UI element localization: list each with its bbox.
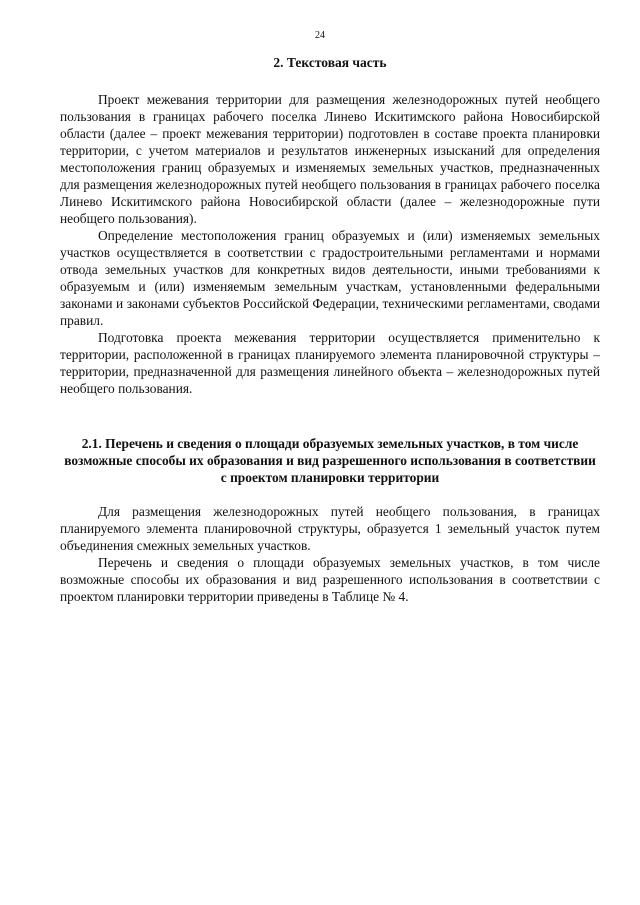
paragraph: Для размещения железнодорожных путей необщего пользования, в границах планируемого элемента планировочной структуры, образуется 1 земельный участок путем объединения смежных земельных участков. [60, 504, 600, 553]
section-title: 2. Текстовая часть [273, 55, 387, 70]
paragraph: Проект межевания территории для размещения железнодорожных путей необщего пользования в границах рабочего поселка Линево Искитимского района Новосибирской области (далее – проект межевания территории) подготовлен в составе проекта планировки территории, с учетом материалов и результатов инженерных изысканий для определения местоположения границ образуемых и изменяемых земельных участков, предназначенных для размещения железнодорожных путей необщего пользования в границах рабочего поселка Линево Искитимского района Новосибирской области (далее – железнодорожные пути необщего пользования). [60, 92, 600, 226]
subsection-body [60, 503, 600, 605]
section-body [60, 91, 600, 397]
subsection-title: 2.1. Перечень и сведения о площади образуемых земельных участков, в том числе возможные способы их образования и вид разрешенного использования в соответствии с проектом планировки территории [64, 436, 596, 485]
page-number: 24 [315, 30, 325, 41]
paragraph: Перечень и сведения о площади образуемых земельных участков, в том числе возможные способы их образования и вид разрешенного использования в соответствии с проектом планировки территории приведены в Таблице № 4. [60, 555, 600, 604]
paragraph: Подготовка проекта межевания территории осуществляется применительно к территории, расположенной в границах планируемого элемента планировочной структуры – территории, предназначенной для размещения линейного объекта – железнодорожных путей необщего пользования. [60, 330, 600, 396]
paragraph: Определение местоположения границ образуемых и (или) изменяемых земельных участков осуществляется в соответствии с градостроительными регламентами и нормами отвода земельных участков для конкретных видов деятельности, иными требованиями к образуемым и (или) изменяемым земельным участкам, установленными федеральными законами и законами субъектов Российской Федерации, техническими регламентами, сводами правил. [60, 228, 600, 328]
